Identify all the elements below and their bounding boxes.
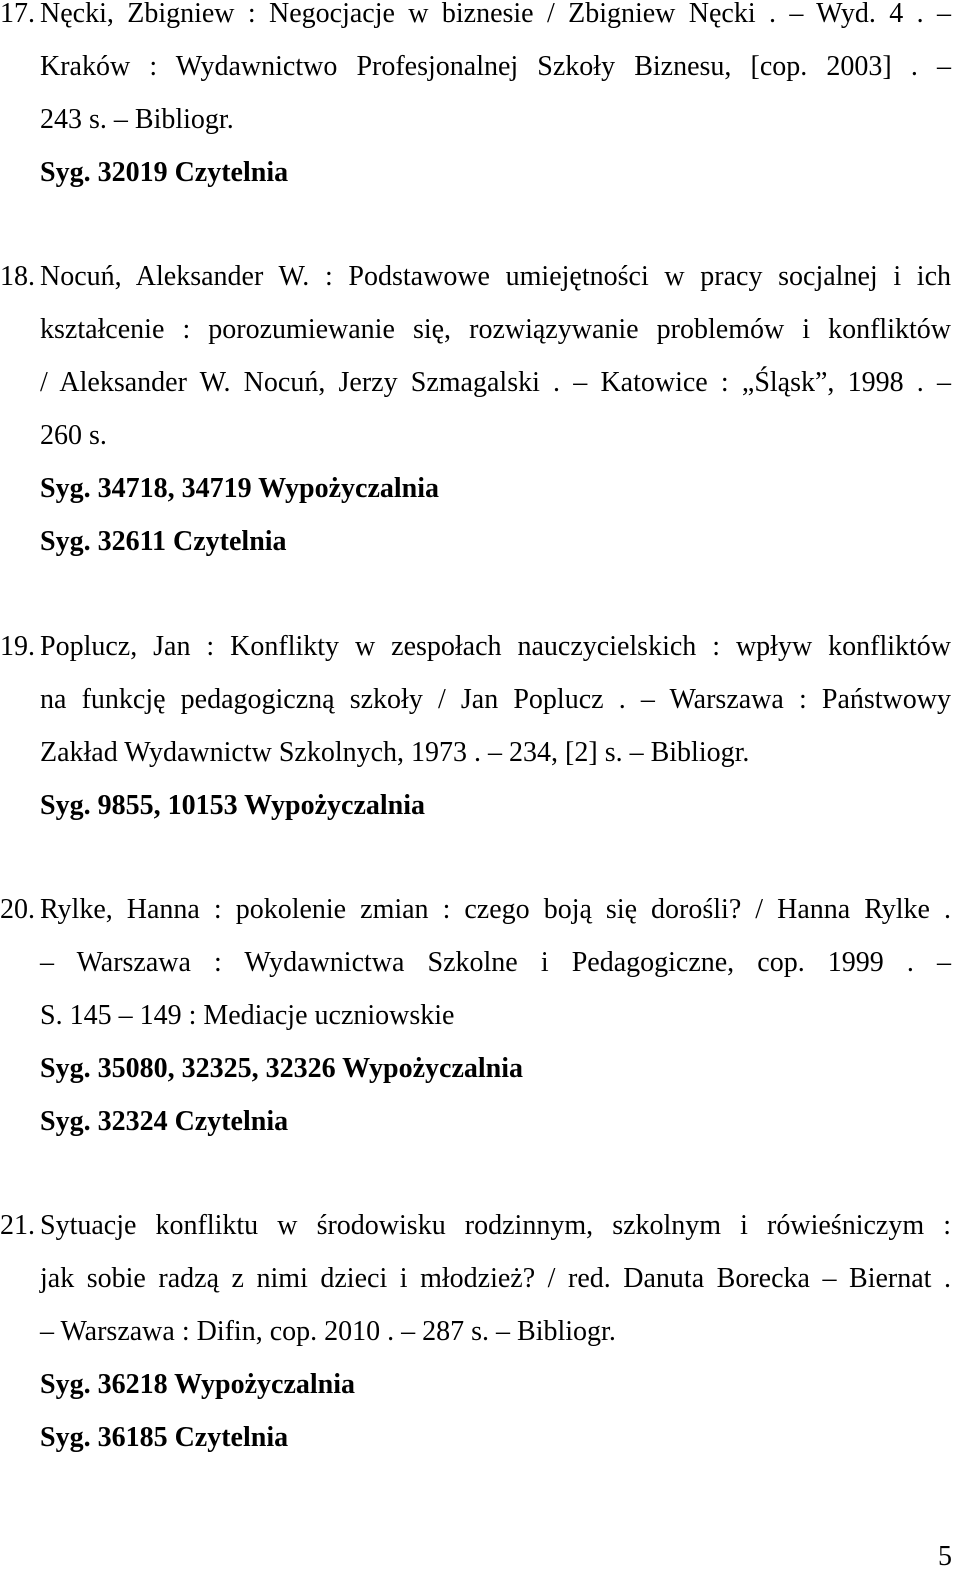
entry-text-line: na funkcję pedagogiczną szkoły / Jan Poplucz . – Warszawa : Państwowy <box>40 684 951 715</box>
entry-text-line: Zakład Wydawnictw Szkolnych, 1973 . – 234, [2] s. – Bibliogr. <box>40 737 750 768</box>
entry-number: 18. <box>0 261 35 292</box>
entry-text-line: Nocuń, Aleksander W. : Podstawowe umiejętności w pracy socjalnej i ich <box>40 261 951 292</box>
entry-text-line: S. 145 – 149 : Mediacje uczniowskie <box>40 1000 455 1031</box>
entry-text-line: 260 s. <box>40 420 107 451</box>
page-number: 5 <box>938 1541 952 1572</box>
entry-text-line: Sytuacje konfliktu w środowisku rodzinnym, szkolnym i rówieśniczym : <box>40 1210 951 1241</box>
entry-text-line: Rylke, Hanna : pokolenie zmian : czego boją się dorośli? / Hanna Rylke . <box>40 894 951 925</box>
entry-text-line: / Aleksander W. Nocuń, Jerzy Szmagalski . – Katowice : „Śląsk”, 1998 . – <box>40 367 951 398</box>
entry-number: 17. <box>0 0 35 29</box>
entry-text-line: – Warszawa : Difin, cop. 2010 . – 287 s. – Bibliogr. <box>40 1316 616 1347</box>
shelf-signature: Syg. 36218 Wypożyczalnia <box>40 1369 356 1400</box>
shelf-signature: Syg. 32611 Czytelnia <box>40 526 287 557</box>
entry-number: 21. <box>0 1210 35 1241</box>
entry-number: 19. <box>0 631 35 662</box>
entry-text-line: Nęcki, Zbigniew : Negocjacje w biznesie / Zbigniew Nęcki . – Wyd. 4 . – <box>40 0 951 29</box>
shelf-signature: Syg. 9855, 10153 Wypożyczalnia <box>40 790 426 821</box>
shelf-signature: Syg. 32324 Czytelnia <box>40 1106 289 1137</box>
entry-number: 20. <box>0 894 35 925</box>
shelf-signature: Syg. 32019 Czytelnia <box>40 157 289 188</box>
entry-text-line: jak sobie radzą z nimi dzieci i młodzież? / red. Danuta Borecka – Biernat . <box>40 1263 951 1294</box>
entry-text-line: Poplucz, Jan : Konflikty w zespołach nauczycielskich : wpływ konfliktów <box>40 631 951 662</box>
shelf-signature: Syg. 36185 Czytelnia <box>40 1422 289 1453</box>
shelf-signature: Syg. 35080, 32325, 32326 Wypożyczalnia <box>40 1053 524 1084</box>
entry-text-line: kształcenie : porozumiewanie się, rozwiązywanie problemów i konfliktów <box>40 314 951 345</box>
shelf-signature: Syg. 34718, 34719 Wypożyczalnia <box>40 473 440 504</box>
entry-text-line: 243 s. – Bibliogr. <box>40 104 234 135</box>
entry-text-line: Kraków : Wydawnictwo Profesjonalnej Szkoły Biznesu, [cop. 2003] . – <box>40 51 951 82</box>
entry-text-line: – Warszawa : Wydawnictwa Szkolne i Pedagogiczne, cop. 1999 . – <box>40 947 951 978</box>
